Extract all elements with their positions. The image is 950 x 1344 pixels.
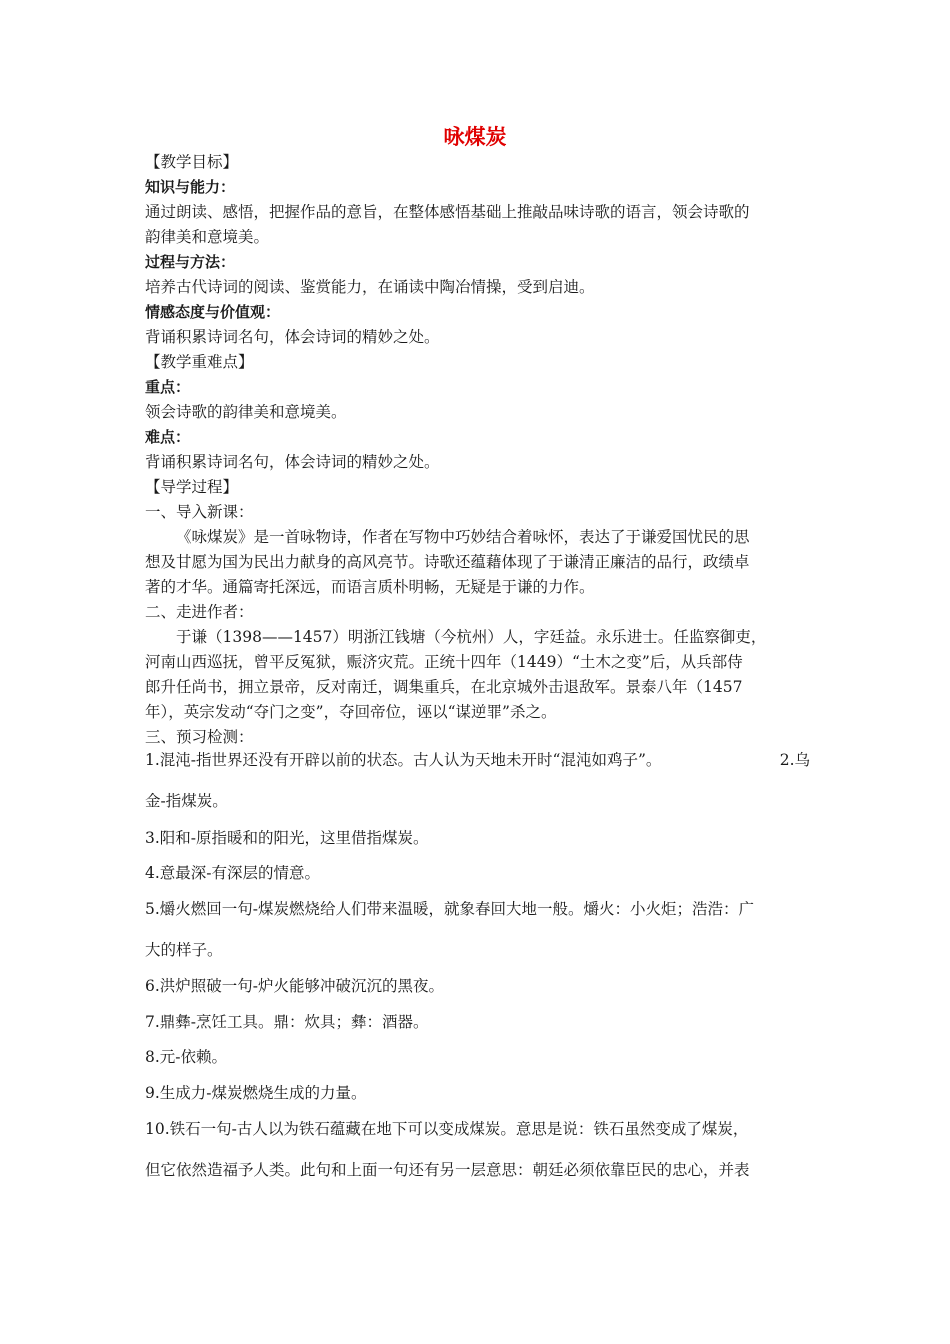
key-point-label: 重点：: [145, 378, 191, 396]
section3-heading: 三、预习检测：: [145, 728, 254, 746]
list-item: 6.洪炉照破一句-炉火能够冲破沉沉的黑夜。: [145, 977, 445, 995]
emotion-label: 情感态度与价值观：: [145, 303, 281, 321]
process-label: 过程与方法：: [145, 253, 236, 271]
section2-heading: 二、走进作者：: [145, 603, 254, 621]
list-item: 7.鼎彝-烹饪工具。鼎：炊具；彝：酒器。: [145, 1013, 429, 1031]
list-item: 金-指煤炭。: [145, 792, 228, 810]
process-text: 培养古代诗词的阅读、鉴赏能力，在诵读中陶冶情操，受到启迪。: [145, 278, 595, 296]
guide-heading: 【导学过程】: [145, 478, 239, 496]
knowledge-text-line: 通过朗读、感悟，把握作品的意旨，在整体感悟基础上推敲品味诗歌的语言，领会诗歌的: [145, 203, 750, 221]
section2-text-line: 年），英宗发动“夺门之变”，夺回帝位，诬以“谋逆罪”杀之。: [145, 703, 557, 721]
list-item-continuation: 但它依然造福予人类。此句和上面一句还有另一层意思：朝廷必须依靠臣民的忠心，并表: [145, 1161, 750, 1179]
list-item: 9.生成力-煤炭燃烧生成的力量。: [145, 1084, 367, 1102]
section1-heading: 一、导入新课：: [145, 503, 254, 521]
list-item-continuation: 大的样子。: [145, 941, 223, 959]
section1-text-line: 想及甘愿为国为民出力献身的高风亮节。诗歌还蕴藉体现了于谦清正廉洁的品行，政绩卓: [145, 553, 750, 571]
section1-text-line: 著的才华。通篇寄托深远，而语言质朴明畅，无疑是于谦的力作。: [145, 578, 595, 596]
list-item: 3.阳和-原指暖和的阳光，这里借指煤炭。: [145, 829, 429, 847]
objectives-heading: 【教学目标】: [145, 153, 239, 171]
section2-text-line: 于谦（1398——1457）明浙江钱塘（今杭州）人，字廷益。永乐进士。任监察御吏，: [176, 628, 767, 646]
difficult-point-label: 难点：: [145, 428, 191, 446]
key-point-text: 领会诗歌的韵律美和意境美。: [145, 403, 347, 421]
list-item-text: 1.混沌-指世界还没有开辟以前的状态。古人认为天地未开时“混沌如鸡子”。: [145, 751, 662, 769]
list-item-text: 2.乌: [779, 751, 810, 769]
list-item: 4.意最深-有深层的情意。: [145, 864, 321, 882]
difficult-point-text: 背诵积累诗词名句，体会诗词的精妙之处。: [145, 453, 440, 471]
section2-text-line: 河南山西巡抚，曾平反冤狱，赈济灾荒。正统十四年（1449）“土木之变”后，从兵部侍: [145, 653, 743, 671]
knowledge-text-line: 韵律美和意境美。: [145, 228, 270, 246]
list-item: [145, 748, 810, 772]
list-item: 8.元-依赖。: [145, 1048, 228, 1066]
key-heading: 【教学重难点】: [145, 353, 254, 371]
section2-text-line: 郎升任尚书，拥立景帝，反对南迁，调集重兵，在北京城外击退敌军。景泰八年（1457: [145, 678, 743, 696]
list-item: 10.铁石一句-古人以为铁石蕴藏在地下可以变成煤炭。意思是说：铁石虽然变成了煤炭，: [145, 1120, 749, 1138]
section1-text-line: 《咏煤炭》是一首咏物诗，作者在写物中巧妙结合着咏怀，表达了于谦爱国忧民的思: [176, 528, 750, 546]
page-title: 咏煤炭: [443, 125, 507, 149]
list-item: 5.爝火燃回一句-煤炭燃烧给人们带来温暖，就象春回大地一般。爝火：小火炬；浩浩：广: [145, 900, 755, 918]
knowledge-label: 知识与能力：: [145, 178, 236, 196]
emotion-text: 背诵积累诗词名句，体会诗词的精妙之处。: [145, 328, 440, 346]
